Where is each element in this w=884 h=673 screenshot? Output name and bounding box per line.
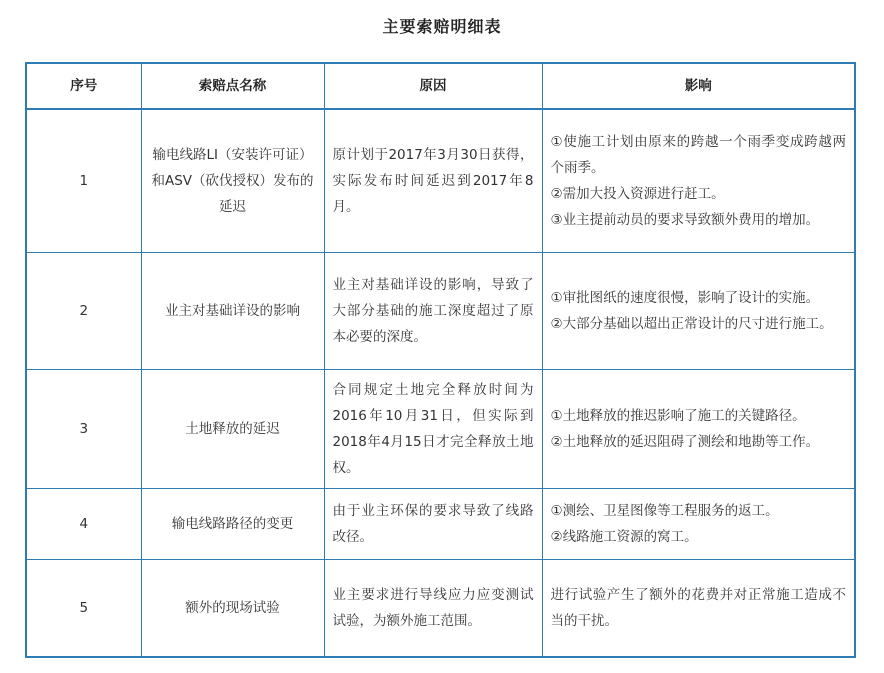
row-impact (542, 253, 855, 370)
impact-item: ②需加大投入资源进行赶工。 (550, 186, 725, 202)
header-reason: 原因 (324, 63, 542, 109)
impact-item: ③业主提前动员的要求导致额外费用的增加。 (550, 212, 820, 228)
impact-item: ①审批图纸的速度很慢，影响了设计的实施。 (550, 290, 820, 306)
claims-table (25, 62, 856, 658)
row-name: 输电线路LI（安装许可证）和ASV（砍伐授权）发布的延迟 (141, 109, 324, 253)
row-reason: 原计划于2017年3月30日获得，实际发布时间延迟到2017年8月。 (324, 109, 542, 253)
row-impact (542, 489, 855, 560)
row-index: 3 (26, 370, 141, 489)
row-index: 2 (26, 253, 141, 370)
table-row (26, 370, 855, 489)
row-reason: 业主对基础详设的影响，导致了大部分基础的施工深度超过了原本必要的深度。 (324, 253, 542, 370)
row-name: 额外的现场试验 (141, 560, 324, 658)
header-impact: 影响 (542, 63, 855, 109)
impact-item: ②大部分基础以超出正常设计的尺寸进行施工。 (550, 316, 833, 332)
row-name: 业主对基础详设的影响 (141, 253, 324, 370)
row-impact (542, 370, 855, 489)
impact-item: ①测绘、卫星图像等工程服务的返工。 (550, 503, 779, 519)
row-name: 土地释放的延迟 (141, 370, 324, 489)
impact-item: ①土地释放的推迟影响了施工的关键路径。 (550, 408, 806, 424)
impact-item: ②土地释放的延迟阻碍了测绘和地勘等工作。 (550, 434, 820, 450)
header-row (26, 63, 855, 109)
row-name: 输电线路路径的变更 (141, 489, 324, 560)
row-impact (542, 109, 855, 253)
header-name: 索赔点名称 (141, 63, 324, 109)
impact-item: ②线路施工资源的窝工。 (550, 529, 698, 545)
impact-item: ①使施工计划由原来的跨越一个雨季变成跨越两个雨季。 (550, 134, 846, 176)
row-index: 4 (26, 489, 141, 560)
row-index: 5 (26, 560, 141, 658)
page-title: 主要索赔明细表 (382, 17, 502, 36)
table-row (26, 253, 855, 370)
row-impact (542, 560, 855, 658)
row-index: 1 (26, 109, 141, 253)
impact-item: 进行试验产生了额外的花费并对正常施工造成不当的干扰。 (550, 587, 846, 629)
table-row (26, 560, 855, 658)
table-row (26, 109, 855, 253)
header-index: 序号 (26, 63, 141, 109)
table-row (26, 489, 855, 560)
row-reason: 由于业主环保的要求导致了线路改径。 (324, 489, 542, 560)
row-reason: 业主要求进行导线应力应变测试试验，为额外施工范围。 (324, 560, 542, 658)
row-reason: 合同规定土地完全释放时间为2016年10月31日，但实际到2018年4月15日才完全释放土地权。 (324, 370, 542, 489)
